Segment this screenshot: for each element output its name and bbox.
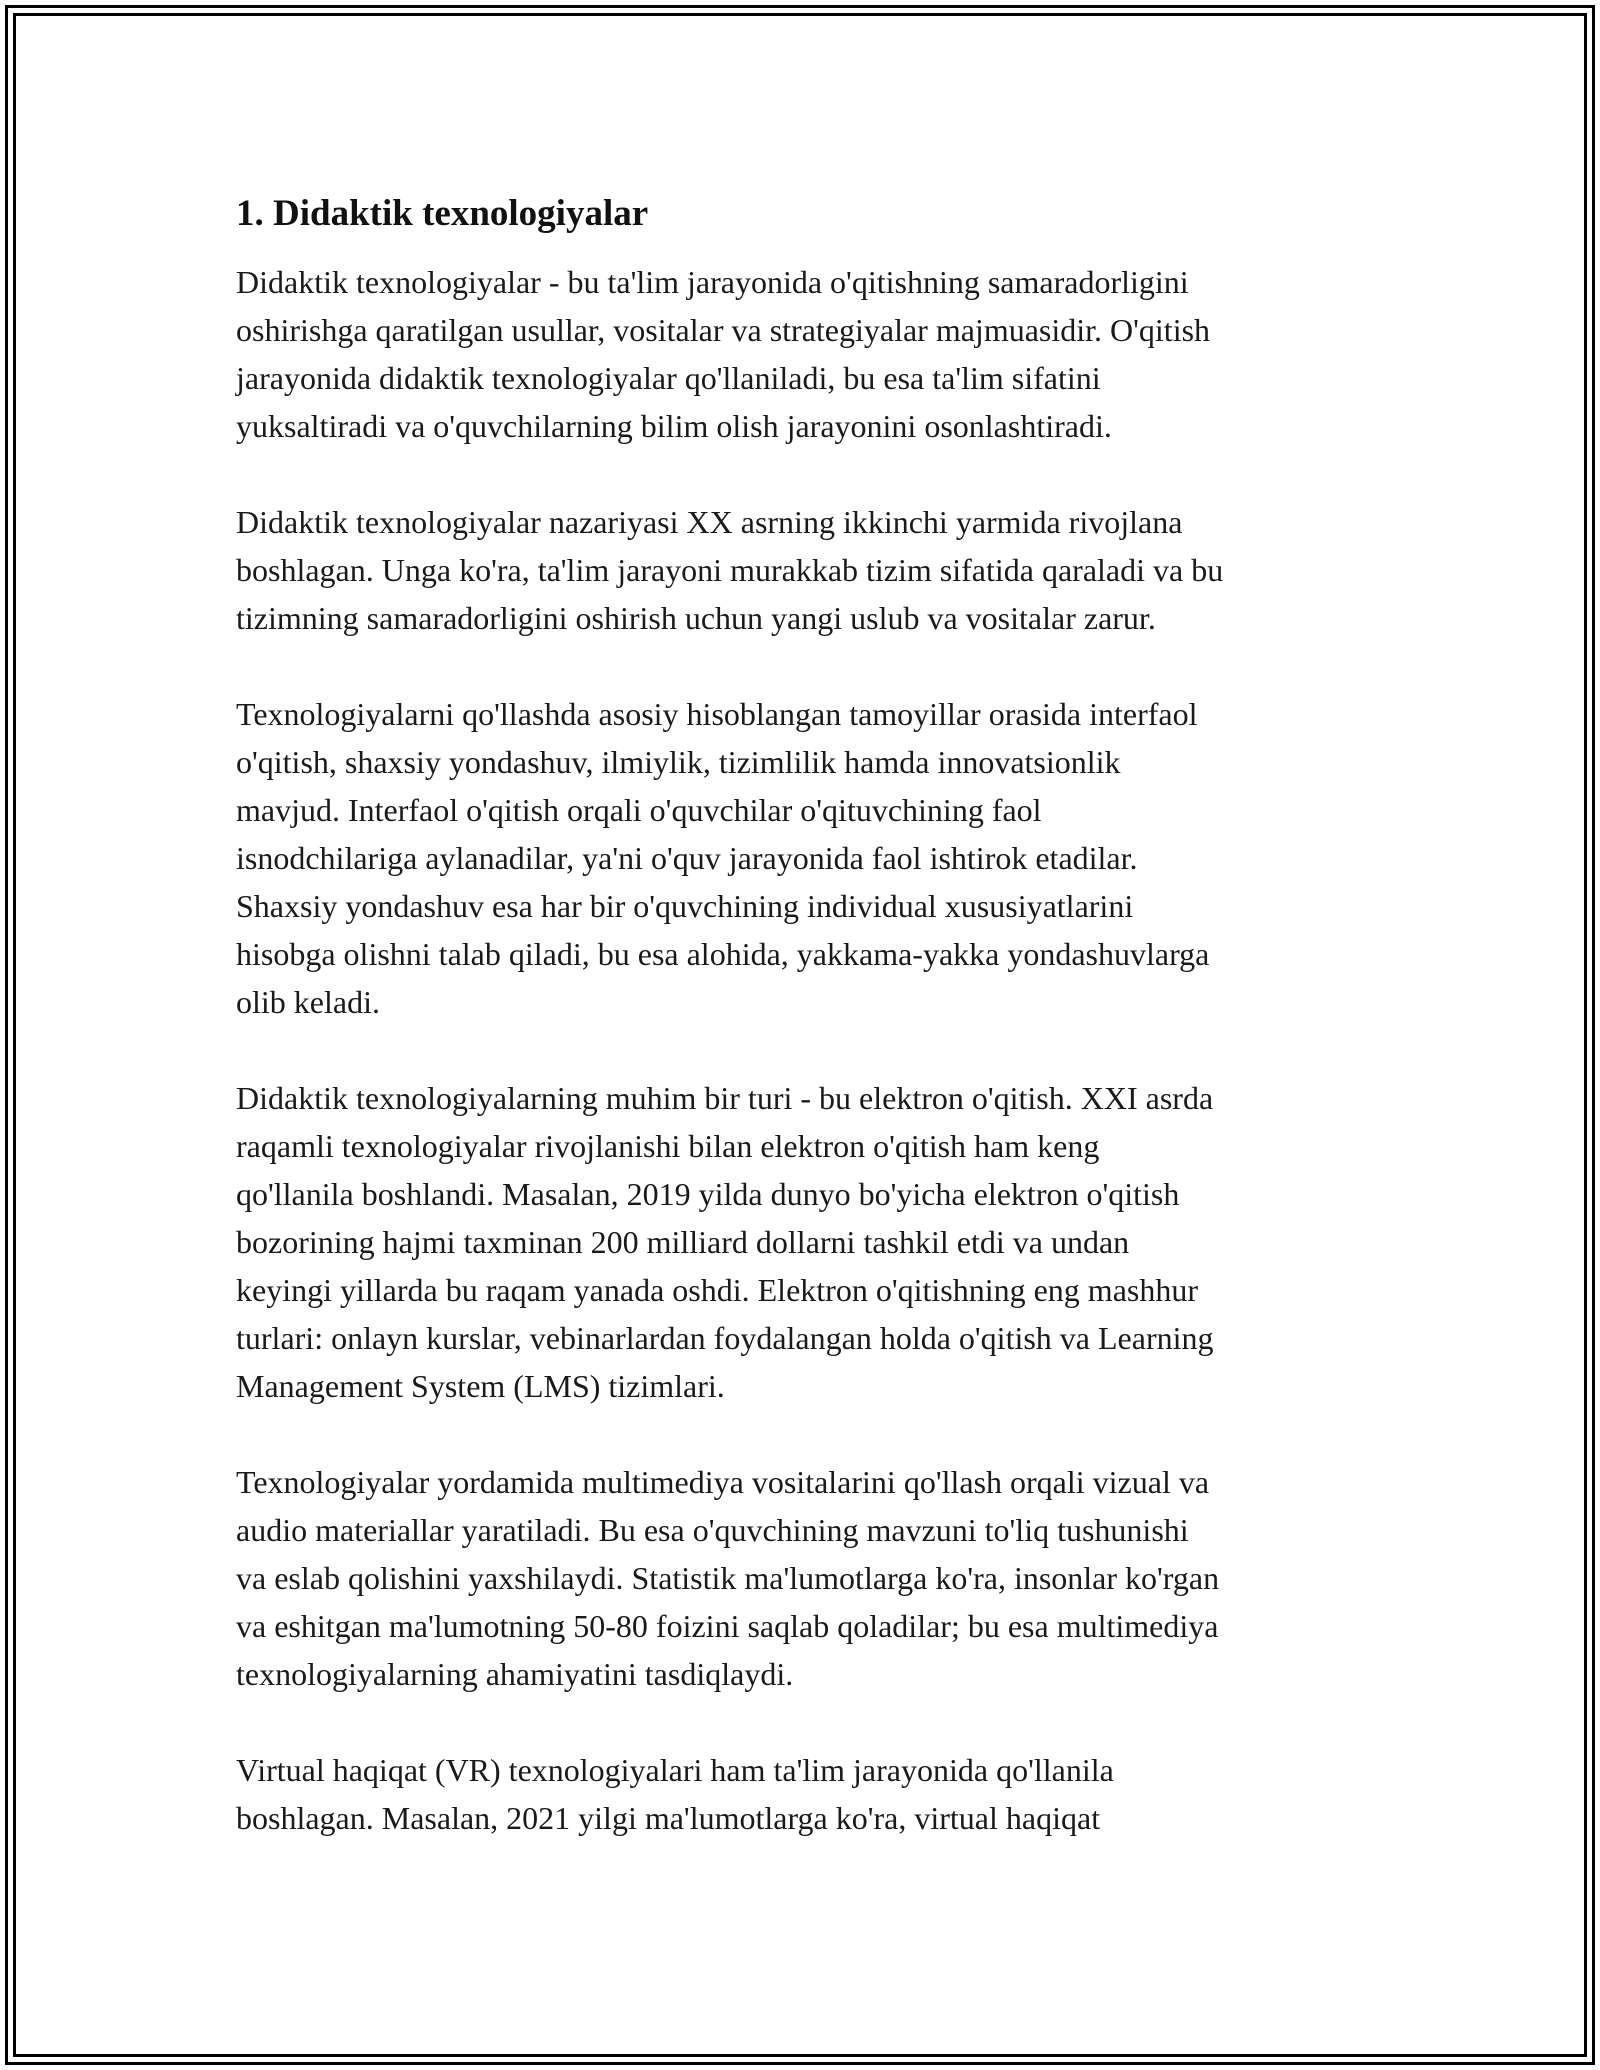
paragraph-6: Virtual haqiqat (VR) texnologiyalari ham ta'lim jarayonida qo'llanila boshlagan. Masalan, 2021 yilgi ma'lumotlarga ko'ra, virtual haqiqat — [236, 1752, 1114, 1836]
paragraph-3: Texnologiyalarni qo'llashda asosiy hisoblangan tamoyillar orasida interfaol o'qitish, shaxsiy yondashuv, ilmiylik, tizimlilik hamda innovatsionlik mavjud. Interfaol o'qitish orqali o'quvchilar o'qituvchining faol isnodchilariga aylanadilar, ya'ni o'quv jarayonida faol ishtirok etadilar. Shaxsiy yondashuv esa har bir o'quvchining individual xususiyatlarini hisobga olishni talab qiladi, bu esa alohida, yakkama-yakka yondashuvlarga olib keladi. — [236, 696, 1210, 1020]
paragraph-1: Didaktik texnologiyalar - bu ta'lim jarayonida o'qitishning samaradorligini oshirishga qaratilgan usullar, vositalar va strategiyalar majmuasidir. O'qitish jarayonida didaktik texnologiyalar qo'llaniladi, bu esa ta'lim sifatini yuksaltiradi va o'quvchilarning bilim olish jarayonini osonlashtiradi. — [236, 264, 1211, 444]
paragraph-5: Texnologiyalar yordamida multimediya vositalarini qo'llash orqali vizual va audio materiallar yaratiladi. Bu esa o'quvchining mavzuni to'liq tushunishi va eslab qolishini yaxshilaydi. Statistik ma'lumotlarga ko'ra, insonlar ko'rgan va eshitgan ma'lumotning 50-80 foizini saqlab qoladilar; bu esa multimediya texnologiyalarning ahamiyatini tasdiqlaydi. — [236, 1464, 1220, 1692]
paragraph-4: Didaktik texnologiyalarning muhim bir turi - bu elektron o'qitish. XXI asrda raqamli texnologiyalar rivojlanishi bilan elektron o'qitish ham keng qo'llanila boshlandi. Masalan, 2019 yilda dunyo bo'yicha elektron o'qitish bozorining hajmi taxminan 200 milliard dollarni tashkil etdi va undan keyingi yillarda bu raqam yanada oshdi. Elektron o'qitishning eng mashhur turlari: onlayn kurslar, vebinarlardan foydalangan holda o'qitish va Learning Management System (LMS) tizimlari. — [236, 1080, 1214, 1404]
paragraph-2: Didaktik texnologiyalar nazariyasi XX asrning ikkinchi yarmida rivojlana boshlagan. Unga ko'ra, ta'lim jarayoni murakkab tizim sifatida qaraladi va bu tizimning samaradorligini oshirish uchun yangi uslub va vositalar zarur. — [236, 504, 1224, 636]
document-body — [236, 190, 1376, 1890]
section-title: 1. Didaktik texnologiyalar — [236, 193, 649, 234]
